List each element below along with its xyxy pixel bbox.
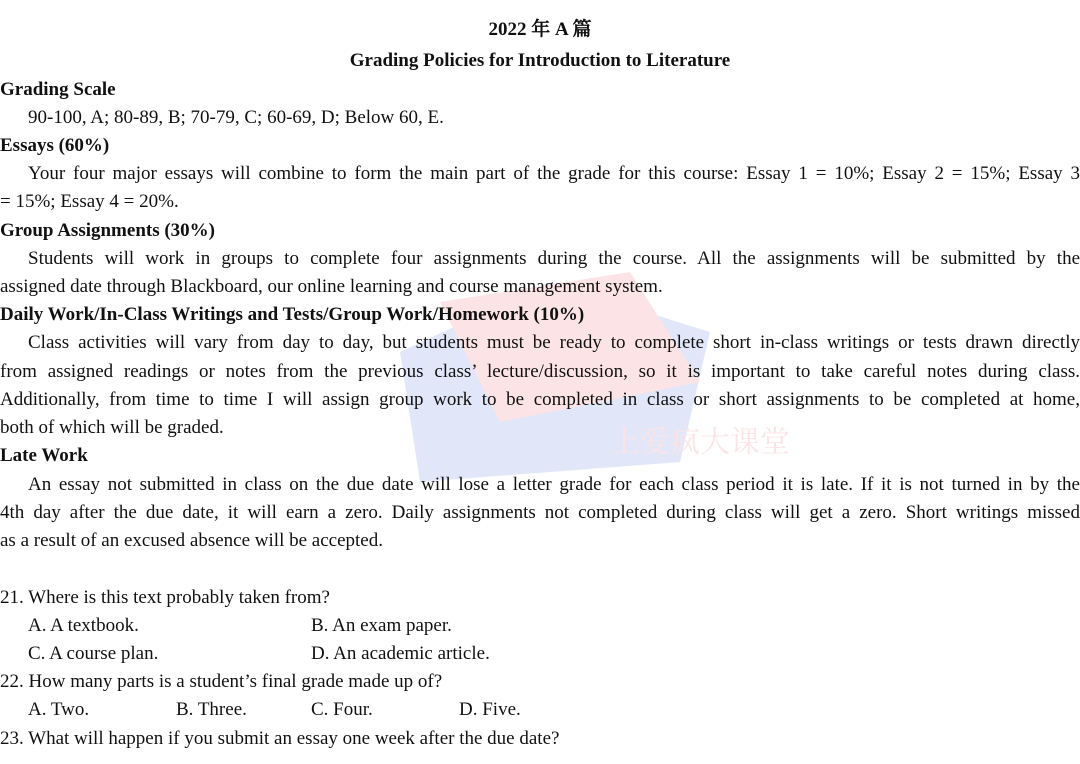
question-21-option-a: A. A textbook. [28,615,139,636]
section-heading-grading-scale: Grading Scale [0,79,116,100]
section-heading-essays: Essays (60%) [0,135,110,156]
document-title: Grading Policies for Introduction to Literature [349,50,731,71]
question-22-option-d: D. Five. [459,699,521,720]
question-21-option-d: D. An academic article. [311,643,490,664]
question-21-option-c: C. A course plan. [28,643,159,664]
group-assignments-text-line-2: assigned date through Blackboard, our online learning and course management system. [0,276,663,297]
section-heading-group-assignments: Group Assignments (30%) [0,220,216,241]
essays-text-line-2: = 15%; Essay 4 = 20%. [0,191,179,212]
question-21-option-b: B. An exam paper. [311,615,452,636]
question-22-option-a: A. Two. [28,699,90,720]
daily-work-text-line-2: from assigned readings or notes from the previous class’ lecture/discussion, so it is important to take careful notes during class. [0,361,1080,382]
daily-work-text-line-3: Additionally, from time to time I will assign group work to be completed in class or short assignments to be completed at home, [0,389,1080,410]
year-title: 2022 年 A 篇 [488,19,592,40]
question-22-option-b: B. Three. [176,699,247,720]
section-heading-daily-work: Daily Work/In-Class Writings and Tests/Group Work/Homework (10%) [0,304,585,325]
group-assignments-text-line-1: Students will work in groups to complete four assignments during the course. All the assignments will be submitted by the [28,248,1080,269]
late-work-text-line-3: as a result of an excused absence will be accepted. [0,530,383,551]
daily-work-text-line-4: both of which will be graded. [0,417,224,438]
late-work-text-line-1: An essay not submitted in class on the due date will lose a letter grade for each class period it is late. If it is not turned in by the [28,474,1080,495]
essays-text-line-1: Your four major essays will combine to form the main part of the grade for this course: Essay 1 = 10%; Essay 2 = 15%; Essay 3 [28,163,1080,184]
late-work-text-line-2: 4th day after the due date, it will earn a zero. Daily assignments not completed during class will get a zero. Short writings missed [0,502,1080,523]
daily-work-text-line-1: Class activities will vary from day to day, but students must be ready to complete short in-class writings or tests drawn directly [28,332,1080,353]
question-21-stem: 21. Where is this text probably taken from? [0,587,330,608]
question-22-option-c: C. Four. [311,699,373,720]
question-23-stem: 23. What will happen if you submit an essay one week after the due date? [0,728,560,749]
question-22-stem: 22. How many parts is a student’s final grade made up of? [0,671,443,692]
grading-scale-text: 90-100, A; 80-89, B; 70-79, C; 60-69, D; Below 60, E. [28,107,444,128]
section-heading-late-work: Late Work [0,445,88,466]
watermark-text: 上爱疯大课堂 [610,425,790,460]
